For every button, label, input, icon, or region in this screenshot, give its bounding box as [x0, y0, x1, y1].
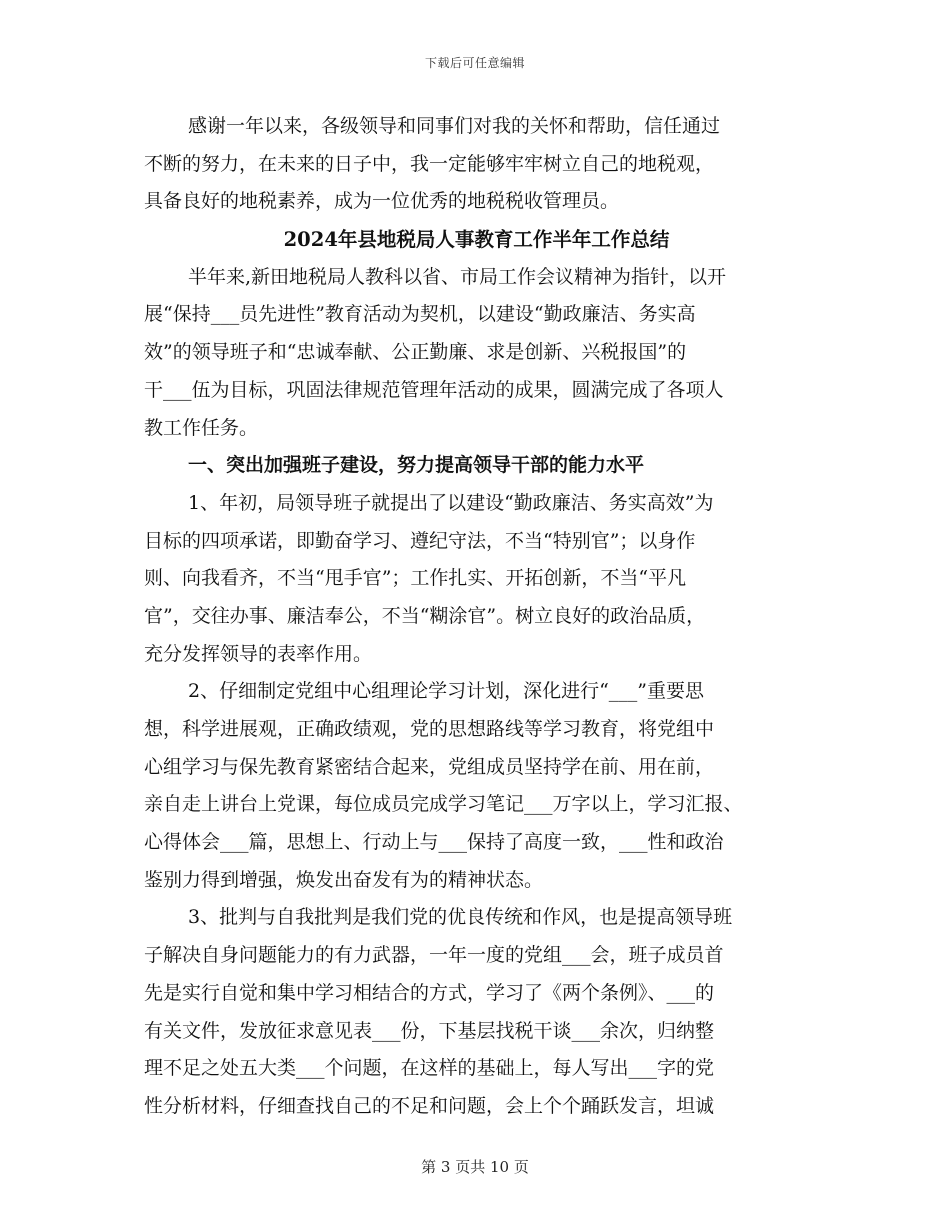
text-line: 心得体会___篇，思想上、行动上与___保持了高度一致，___性和政治	[144, 831, 724, 854]
text-line: 展“保持___员先进性”教育活动为契机，以建设“勤政廉洁、务实高	[144, 303, 696, 326]
text-line: 1、年初，局领导班子就提出了以建设“勤政廉洁、务实高效”为	[188, 491, 714, 514]
page-footer	[0, 1156, 950, 1177]
text-line: 半年来,新田地税局人教科以省、市局工作会议精神为指针，以开	[188, 265, 727, 288]
text-line: 官”，交往办事、廉洁奉公，不当“糊涂官”。树立良好的政治品质，	[144, 604, 706, 627]
text-line: 具备良好的地税素养，成为一位优秀的地税税收管理员。	[144, 190, 620, 213]
text-line: 3、批判与自我批判是我们党的优良传统和作风，也是提高领导班	[188, 906, 733, 929]
text-line: 理不足之处五大类___个问题，在这样的基础上，每人写出___字的党	[144, 1057, 715, 1080]
header-note: 下载后可任意编辑	[424, 56, 525, 70]
text-line: 想，科学进展观，正确政绩观，党的思想路线等学习教育，将党组中	[144, 718, 715, 740]
text-line: 教工作任务。	[144, 416, 259, 439]
text-line: 目标的四项承诺，即勤奋学习、遵纪守法，不当“特别官”；以身作	[144, 529, 696, 552]
document-body	[144, 108, 809, 1126]
text-line: 先是实行自觉和集中学习相结合的方式，学习了《两个条例》、___的	[144, 981, 715, 1004]
text-line: 感谢一年以来，各级领导和同事们对我的关怀和帮助，信任通过	[188, 115, 721, 137]
text-line: 有关文件，发放征求意见表___份，下基层找税干谈___余次，归纳整	[144, 1019, 715, 1042]
text-line: 子解决自身问题能力的有力武器，一年一度的党组___会，班子成员首	[144, 944, 724, 967]
document-title: 2024年县地税局人事教育工作半年工作总结	[283, 228, 670, 252]
text-line: 不断的努力，在未来的日子中，我一定能够牢牢树立自己的地税观，	[144, 152, 715, 175]
text-line: 干___伍为目标，巩固法律规范管理年活动的成果，圆满完成了各项人	[144, 378, 724, 401]
text-line: 性分析材料，仔细查找自己的不足和问题，会上个个踊跃发言，坦诚	[144, 1094, 715, 1117]
section-heading: 一、突出加强班子建设，努力提高领导干部的能力水平	[188, 454, 645, 477]
text-line: 2、仔细制定党组中心组理论学习计划，深化进行“___”重要思	[188, 680, 705, 703]
page-header	[0, 54, 950, 71]
text-line: 效”的领导班子和“忠诚奉献、公正勤廉、求是创新、兴税报国”的	[144, 341, 687, 364]
text-line: 充分发挥领导的表率作用。	[144, 642, 373, 665]
text-line: 心组学习与保先教育紧密结合起来，党组成员坚持学在前、用在前，	[144, 755, 715, 778]
page-number: 第 3 页共 10 页	[421, 1158, 529, 1176]
text-line: 鉴别力得到增强，焕发出奋发有为的精神状态。	[144, 868, 544, 891]
text-line: 亲自走上讲台上党课，每位成员完成学习笔记___万字以上，学习汇报、	[144, 793, 743, 816]
text-line: 则、向我看齐，不当“甩手官”；工作扎实、开拓创新，不当“平凡	[144, 567, 687, 590]
